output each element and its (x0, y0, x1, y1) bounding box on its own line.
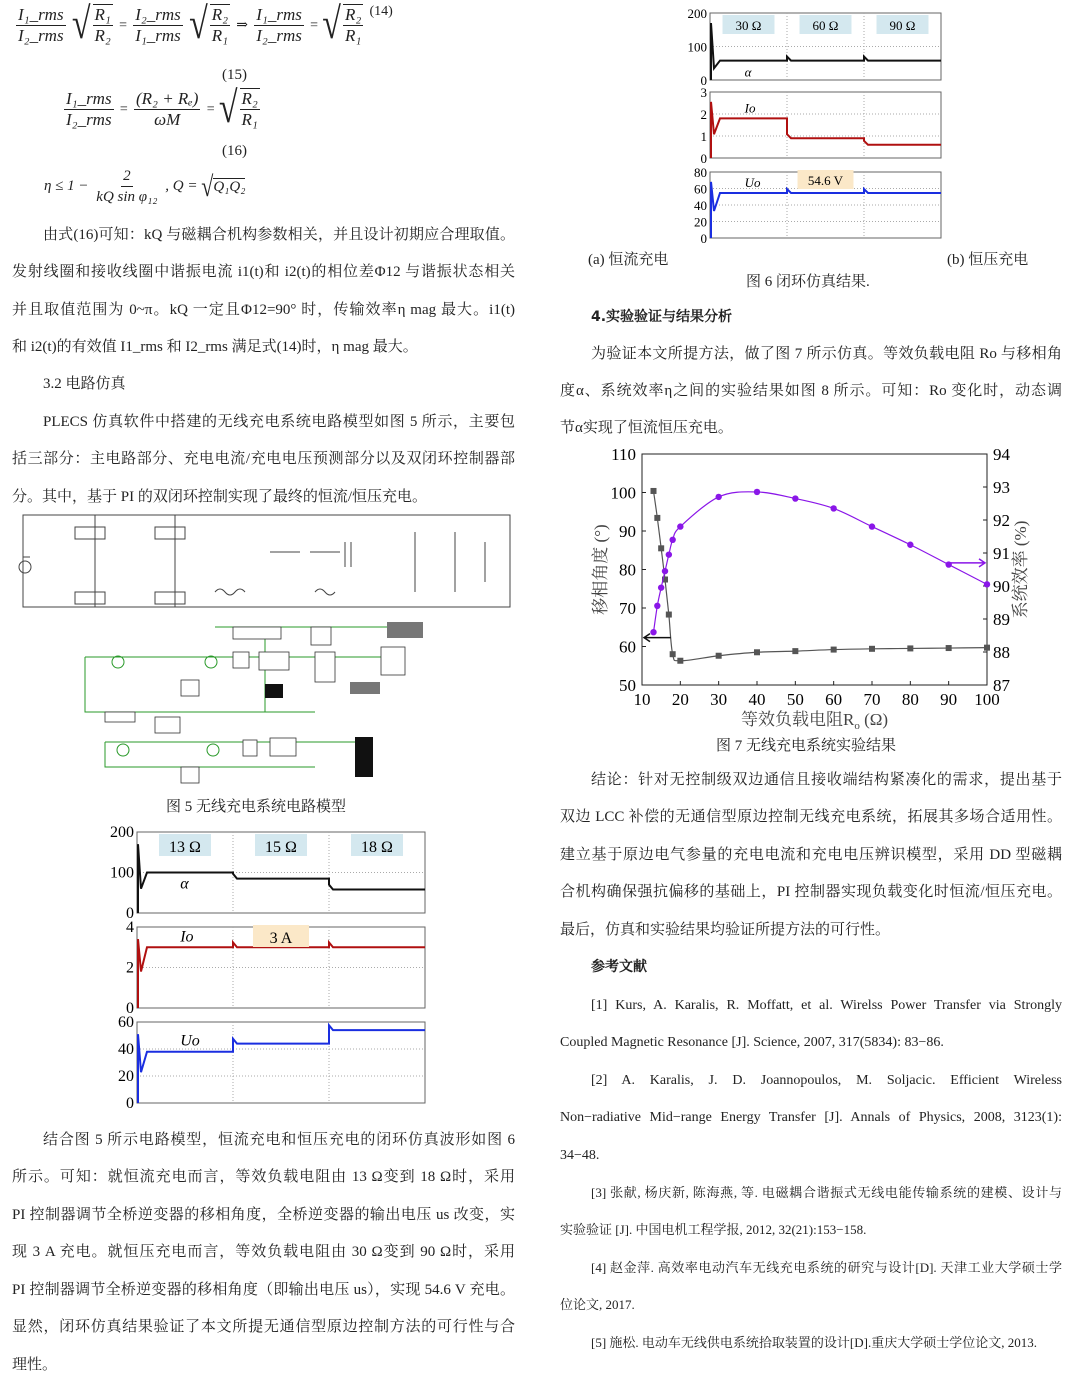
paragraph-line: 最后，仿真和实验结果均验证所提方法的可行性。 (560, 922, 891, 938)
reference-line: Non−radiative Mid−range Energy Transfer [J]. Annals of Physics, 2008, 3123(1): (560, 1110, 1062, 1125)
eq-term: kQ sin φ₁₂ (96, 189, 158, 205)
segment-label: 30 Ω (735, 18, 762, 33)
reference-line: [3] 张献, 杨庆新, 陈海燕, 等. 电磁耦合谐振式无线电能传输系统的建模、设计与 (591, 1185, 1062, 1200)
reference-line: 实验验证 [J]. 中国电机工程学报, 2012, 32(21):153−158. (560, 1222, 867, 1237)
data-point-phase-angle (677, 658, 683, 664)
y-tick-label: 100 (610, 483, 636, 503)
x-tick-label: 50 (786, 690, 804, 709)
y-tick-label: 0 (700, 151, 707, 166)
y-tick-label: 0 (126, 1000, 134, 1017)
data-point-phase-angle (907, 645, 913, 651)
data-point-phase-angle (946, 645, 952, 651)
y-tick-label: 70 (619, 599, 636, 618)
eq-term: I₁_rms (66, 88, 112, 108)
waveform-label: α (744, 64, 752, 80)
paragraph-line: 合机构确保强抗偏移的基础上，PI 控制器实现负载变化时恒流/恒压充电。 (560, 884, 1062, 900)
constant-current-waveform-figure (100, 822, 430, 1112)
eq-operator: = (310, 17, 319, 33)
y-tick-label: 3 (700, 85, 707, 100)
eq-operator: = (206, 101, 215, 117)
y-tick-label: 80 (619, 560, 636, 580)
y-tick-label: 100 (110, 864, 134, 882)
paragraph-line: 为验证本文所提方法，做了图 7 所示仿真。等效负载电阻 Ro 与移相角 (591, 346, 1062, 362)
eq-term: (R₂ + Rₑ) (136, 88, 199, 108)
data-point-efficiency (666, 551, 672, 557)
y-tick-label: 20 (694, 214, 707, 230)
data-point-phase-angle (666, 612, 672, 618)
reference-line: [5] 施松. 电动车无线供电系统拾取装置的设计[D].重庆大学硕士学位论文, 2013. (591, 1335, 1037, 1350)
paragraph-line: 结论：针对无控制级双边通信且接收端结构紧凑化的需求，提出基于 (591, 772, 1062, 788)
y-tick-label: 0 (126, 905, 134, 922)
paragraph-line: 节α实现了恒流恒压充电。 (560, 420, 733, 436)
eq-term: R₁ (211, 26, 229, 45)
y-tick-label: 80 (694, 165, 707, 180)
y2-tick-label: 88 (993, 643, 1010, 662)
reference-line: [4] 赵金萍. 高效率电动汽车无线充电系统的研究与设计[D]. 天津工业大学硕士学 (591, 1260, 1062, 1275)
paragraph-line: 分。其中，基于 PI 的双闭环控制实现了最终的恒流/恒压充电。 (12, 489, 428, 505)
section-heading: 4.实验验证与结果分析 (591, 309, 733, 325)
x-tick-label: 70 (863, 690, 881, 709)
data-point-phase-angle (792, 648, 798, 654)
x-tick-label: 100 (974, 690, 1000, 709)
paragraph-line: 括三部分：主电路部分、充电电流/充电电压预测部分以及双闭环控制器部 (12, 451, 515, 467)
paragraph-line: 由式(16)可知：kQ 与磁耦合机构参数相关，并且设计初期应合理取值。 (43, 227, 515, 243)
eq-term: R₂ (211, 5, 229, 24)
segment-label: 15 Ω (265, 839, 297, 856)
y-tick-label: 1 (700, 129, 707, 144)
circuit-model-figure (15, 512, 515, 794)
equation-14: I₁_rms I₂_rms √ R₁ R₂ = I₂_rms I₁_rms √ R₂ R₁ ⇒ I₁_rms I₂_rms = √ R₂ R₁ $^{(14)}$ (18, 0, 393, 49)
y-axis-label: 移相角度 (°) (591, 524, 610, 615)
data-point-phase-angle (654, 515, 660, 521)
y-tick-label: 2 (700, 107, 707, 122)
y-tick-label: 110 (611, 445, 636, 464)
eq-term: ωM (154, 109, 181, 129)
x-tick-label: 10 (633, 690, 651, 709)
eq-term: I₁_rms (18, 4, 64, 24)
y-tick-label: 0 (700, 231, 707, 246)
x-tick-label: 80 (901, 690, 919, 709)
y-tick-label: 100 (687, 39, 707, 55)
equation-15: I₁_rms I₂_rms = $\frac{\text{(R₂ + Rₑ)}}{\omega M}$ = √ R₂ R₁ (66, 84, 258, 133)
eq-term: , Q = (165, 177, 198, 194)
eq-term: I₂_rms (66, 109, 112, 129)
x-tick-label: 90 (940, 690, 958, 709)
series-line-left (654, 491, 988, 661)
experiment-results-chart (580, 440, 1050, 730)
y-tick-label: 50 (619, 676, 636, 695)
y-tick-label: 40 (118, 1041, 134, 1058)
waveform-label: Io (744, 100, 756, 116)
reference-line: [1] Kurs, A. Karalis, R. Moffatt, et al. Wirelss Power Transfer via Strongly (591, 998, 1062, 1013)
eq-term: 2 (121, 166, 133, 187)
eq-term: Q₁Q₂ (213, 178, 246, 195)
subfigure-b-label: (b) 恒压充电 (947, 252, 1029, 268)
eq-term: I₂_rms (256, 25, 302, 45)
paragraph-line: 所示。可知：就恒流充电而言，等效负载电阻由 13 Ω变到 18 Ω时，采用 (12, 1169, 515, 1185)
y2-tick-label: 94 (993, 445, 1010, 464)
data-point-phase-angle (716, 653, 722, 659)
x-tick-label: 40 (748, 690, 766, 709)
paragraph-line: 理性。 (12, 1357, 58, 1373)
paragraph-line: PI 控制器调节全桥逆变器的移相角度（即输出电压 us），实现 54.6 V 充电。 (12, 1282, 515, 1298)
paragraph-line: 并且取值范围为 0~π。kQ 一定且Φ12=90° 时，传输效率η mag 最大。i1(t) (12, 302, 515, 318)
data-point-efficiency (669, 537, 675, 543)
figure-7-caption: 图 7 无线充电系统实验结果 (716, 738, 897, 754)
y-tick-label: 200 (110, 824, 134, 841)
eq-term: R₁ (344, 26, 362, 45)
paragraph-line: 发射线圈和接收线圈中谐振电流 i1(t)和 i2(t)的相位差Φ12 与谐振状态相关 (12, 264, 515, 280)
paragraph-line: 度α、系统效率η之间的实验结果如图 8 所示。可知：Ro 变化时，动态调 (560, 383, 1062, 399)
eq-operator: ⇒ (236, 17, 249, 33)
eq-term: R₁ (241, 110, 258, 129)
paragraph-line: 和 i2(t)的有效值 I1_rms 和 I2_rms 满足式(14)时，η mag 最大。 (12, 339, 418, 355)
eq-term: R₂ (241, 89, 258, 108)
eq-term: I₂_rms (18, 25, 64, 45)
y-tick-label: 0 (126, 1095, 134, 1112)
eq-operator: = (119, 101, 128, 117)
equation-number: (14) (369, 4, 393, 19)
y2-tick-label: 93 (993, 478, 1010, 497)
left-axis-arrow (644, 634, 671, 642)
x-tick-label: 60 (825, 690, 843, 709)
y-tick-label: 20 (118, 1068, 134, 1085)
paragraph-line: 现 3 A 充电。就恒压充电而言，等效负载电阻由 30 Ω变到 90 Ω时，采用 (12, 1244, 515, 1260)
segment-label: 60 Ω (812, 18, 839, 33)
data-point-efficiency (658, 584, 664, 590)
data-point-phase-angle (658, 545, 664, 551)
x-tick-label: 30 (710, 690, 728, 709)
data-point-efficiency (830, 505, 836, 511)
equation-16: η ≤ 1 − $\frac{2}{\text{kQ sin φ₁₂}}$ , Q = √ Q₁Q₂ (44, 168, 246, 205)
data-point-phase-angle (869, 646, 875, 652)
segment-label: 90 Ω (889, 18, 916, 33)
data-point-efficiency (792, 495, 798, 501)
paragraph-line: 双边 LCC 补偿的无通信型原边控制无线充电系统，拓展其多场合适用性。 (560, 809, 1062, 825)
y-tick-label: 90 (619, 522, 636, 541)
y-tick-label: 60 (118, 1014, 134, 1031)
equation-number: (15) (222, 67, 247, 83)
x-axis-label: 等效负载电阻$R_o$ (Ω) (740, 710, 889, 730)
eq-term: R₂ (344, 5, 362, 24)
eq-term: R₂ (94, 26, 111, 45)
eq-term: I₁_rms (135, 25, 181, 45)
equation-number: (16) (222, 143, 247, 159)
section-heading: 3.2 电路仿真 (43, 376, 126, 392)
paragraph-line: 显然，闭环仿真结果验证了本文所提无通信型原边控制方法的可行性与合 (12, 1319, 515, 1335)
paragraph-line: PLECS 仿真软件中搭建的无线充电系统电路模型如图 5 所示，主要包 (43, 414, 515, 430)
y-tick-label: 4 (126, 919, 134, 936)
data-point-efficiency (650, 629, 656, 635)
y-tick-label: 60 (694, 181, 707, 197)
data-point-efficiency (984, 581, 990, 587)
y-tick-label: 0 (700, 73, 707, 88)
data-point-efficiency (715, 494, 721, 500)
y2-tick-label: 91 (993, 544, 1010, 563)
data-point-efficiency (677, 523, 683, 529)
eq-term: R₁ (94, 5, 111, 24)
segment-label: 18 Ω (361, 839, 393, 856)
references-heading: 参考文献 (591, 959, 647, 975)
data-point-efficiency (754, 489, 760, 495)
eq-operator: = (119, 17, 127, 33)
value-badge: 3 A (269, 930, 293, 947)
x-tick-label: 20 (671, 690, 689, 709)
waveform-label: Uo (180, 1032, 200, 1050)
subfigure-a-label: (a) 恒流充电 (588, 252, 669, 268)
constant-voltage-waveform-figure (672, 2, 952, 247)
y2-tick-label: 87 (993, 676, 1010, 695)
eq-term: I₂_rms (135, 4, 181, 24)
data-point-phase-angle (651, 488, 657, 494)
reference-line: [2] A. Karalis, J. D. Joannopoulos, M. Soljacic. Efficient Wireless (591, 1073, 1062, 1088)
y-tick-label: 40 (694, 198, 707, 213)
paragraph-line: 建立基于原边电气参量的充电电流和充电电压辨识模型，采用 DD 型磁耦 (560, 847, 1062, 863)
eq-term: η ≤ 1 − (44, 177, 89, 194)
reference-line: 位论文, 2017. (560, 1297, 635, 1312)
waveform-label: Uo (744, 174, 761, 190)
data-point-phase-angle (670, 651, 676, 657)
figure-5-caption: 图 5 无线充电系统电路模型 (166, 799, 347, 815)
paragraph-line: PI 控制器调节全桥逆变器的移相角度，全桥逆变器的输出电压 us 改变，实 (12, 1207, 515, 1223)
segment-label: 13 Ω (169, 839, 201, 856)
y-tick-label: 2 (126, 959, 134, 977)
reference-line: 34−48. (560, 1148, 600, 1163)
paragraph-line: 结合图 5 所示电路模型，恒流充电和恒压充电的闭环仿真波形如图 6 (43, 1132, 515, 1148)
y2-axis-label: 系统效率 (%) (1011, 520, 1030, 619)
data-point-efficiency (907, 542, 913, 548)
series-line-right (654, 492, 988, 632)
reference-line: Coupled Magnetic Resonance [J]. Science, 2007, 317(5834): 83−86. (560, 1035, 944, 1050)
data-point-efficiency (869, 523, 875, 529)
y2-tick-label: 90 (993, 577, 1010, 596)
y-tick-label: 200 (687, 6, 707, 21)
data-point-phase-angle (831, 647, 837, 653)
data-point-efficiency (654, 603, 660, 609)
data-point-phase-angle (984, 645, 990, 651)
data-point-efficiency (662, 568, 668, 574)
eq-term: I₁_rms (256, 4, 302, 24)
data-point-phase-angle (754, 649, 760, 655)
value-badge: 54.6 V (807, 173, 844, 188)
right-axis-arrow (949, 559, 985, 567)
waveform-label: α (180, 875, 189, 893)
y2-tick-label: 89 (993, 610, 1010, 629)
y-tick-label: 60 (619, 637, 636, 657)
y2-tick-label: 92 (993, 511, 1010, 530)
figure-6-caption: 图 6 闭环仿真结果. (746, 274, 870, 290)
waveform-label: Io (180, 928, 194, 946)
